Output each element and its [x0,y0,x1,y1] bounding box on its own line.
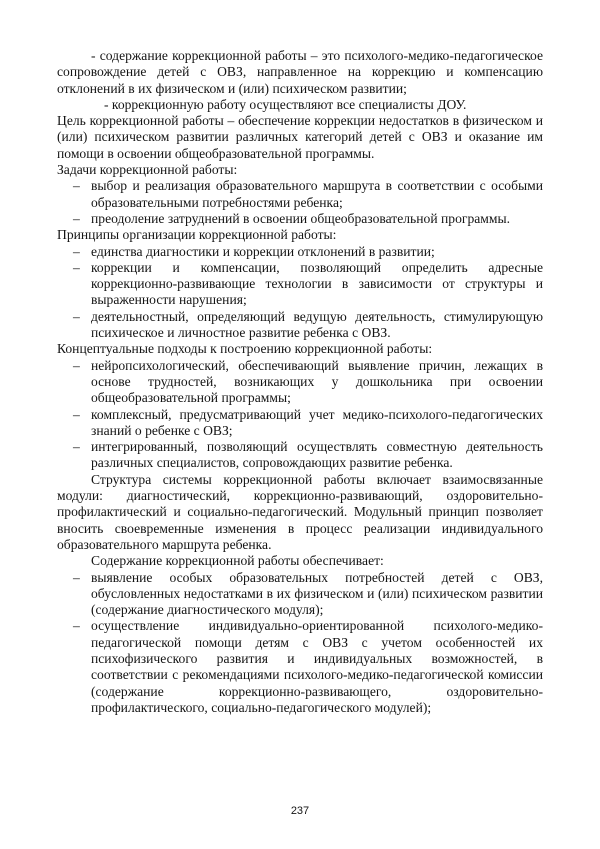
dash-bullet: – [73,618,80,634]
paragraph-content-definition: - содержание коррекционной работы – это психолого-медико-педагогическое сопровождение детей с ОВЗ, направленное на коррекцию и компенсацию отклонений в их физическом и (или) психическом развитии; [57,48,543,96]
list-item [57,211,543,227]
list-item-text: коррекции и компенсации, позволяющий определить адресные коррекционно-развивающие технологии в зависимости от структуры и выраженности нарушения; [91,259,543,308]
paragraph-goal: Цель коррекционной работы – обеспечение коррекции недостатков в физическом и (или) психическом развитии различных категорий детей с ОВЗ и оказание им помощи в освоении общеобразовательной программы. [57,113,543,161]
dash-bullet: – [73,243,80,259]
list-item [57,570,543,619]
tasks-heading: Задачи коррекционной работы: [57,162,238,178]
list-item-text: деятельностный, определяющий ведущую деятельность, стимулирующую психическое и личностное развитие ребенка с ОВЗ. [91,308,543,341]
principles-heading: Принципы организации коррекционной работы: [57,227,337,243]
list-item [57,260,543,309]
list-item [57,309,543,342]
list-item [57,618,543,716]
list-item-text: выбор и реализация образовательного маршрута в соответствии с особыми образовательными потребностями ребенка; [91,178,543,210]
list-item [57,439,543,472]
list-item-text: нейропсихологический, обеспечивающий выявление причин, лежащих в основе трудностей, возникающих у дошкольника при освоении общеобразовательной программы; [91,357,543,406]
list-item [57,244,543,260]
list-item [57,178,543,211]
document-body [57,48,543,716]
list-item [57,358,543,407]
paragraph-specialists: - коррекционную работу осуществляют все специалисты ДОУ. [104,96,467,112]
page-number: 237 [290,805,310,817]
list-item-text: осуществление индивидуально-ориентированной психолого-медико-педагогической помощи детям с ОВЗ с учетом особенностей их психофизического развития и индивидуальных возможностей, в соответствии с рекомендациями психолого-медико-педагогической комиссии (содержание коррекционно-развивающего, оздоровительно-профилактического, социально-педагогического модулей); [91,618,543,715]
list-item-text: единства диагностики и коррекции отклонений в развитии; [91,243,435,259]
paragraph-structure: Структура системы коррекционной работы включает взаимосвязанные модули: диагностический, коррекционно-развивающий, оздоровительно-профилактический и социально-педагогический. Модульный принцип позволяет вносить своевременные изменения в процесс реализации индивидуального образовательного маршрута ребенка. [57,471,543,552]
approaches-heading: Концептуальные подходы к построению коррекционной работы: [57,341,433,357]
tasks-list [57,178,543,227]
dash-bullet: – [73,406,80,422]
dash-bullet: – [73,308,80,324]
list-item-text: интегрированный, позволяющий осуществлять совместную деятельность различных специалистов, сопровождающих развитие ребенка. [91,439,543,471]
dash-bullet: – [73,259,80,275]
content-heading: Содержание коррекционной работы обеспечивает: [91,553,384,569]
list-item-text: преодоление затруднений в освоении общеобразовательной программы. [91,210,511,226]
list-item-text: выявление особых образовательных потребностей детей с ОВЗ, обусловленных недостатками в их физическом и (или) психическом развитии (содержание диагностического модуля); [91,569,543,618]
dash-bullet: – [73,210,80,226]
dash-bullet: – [73,569,80,585]
principles-list [57,244,543,342]
approaches-list [57,358,543,472]
list-item-text: комплексный, предусматривающий учет медико-психолого-педагогических знаний о ребенке с ОВЗ; [91,406,543,438]
content-list [57,570,543,717]
dash-bullet: – [73,357,80,373]
list-item [57,407,543,440]
dash-bullet: – [73,439,80,455]
dash-bullet: – [73,178,80,194]
